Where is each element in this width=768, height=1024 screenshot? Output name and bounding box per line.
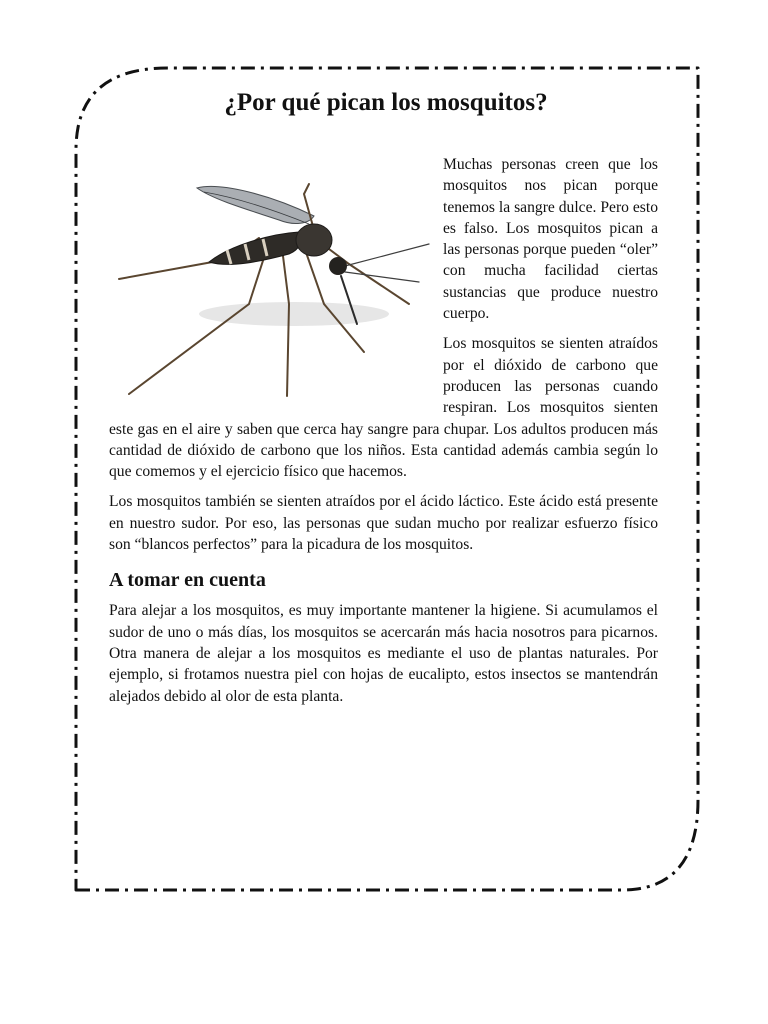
- section-paragraph: Para alejar a los mosquitos, es muy importante mantener la higiene. Si acumulamos el sudor de uno o más días, los mosquitos se acercarán más hacia nosotros para picarnos. Otra manera de alejar a los mosquitos es mediante el uso de plantas naturales. Por ejemplo, si frotamos nuestra piel con hojas de eucalipto, estos insectos se mantendrán alejados debido al olor de esta planta.: [109, 602, 658, 705]
- paragraph-2: Los mosquitos se sienten atraídos por el dióxido de carbono que producen las personas cuando respiran. Los mosquitos sienten este gas en el aire y saben que cerca hay sangre para chupar. Los adultos producen más cantidad de dióxido de carbono que los niños. Esta cantidad además cambia según lo que comemos y el ejercicio físico que hacemos.: [109, 335, 658, 481]
- mosquito-icon: [109, 154, 439, 412]
- mosquito-image: [109, 154, 439, 412]
- section-heading: A tomar en cuenta: [109, 569, 266, 592]
- paragraph-1: Muchas personas creen que los mosquitos nos pican porque tenemos la sangre dulce. Pero esto es falso. Los mosquitos pican a las personas porque pueden “oler” con mucha facilidad ciertas sustancias que produce nuestro cuerpo.: [443, 156, 658, 323]
- paragraph-3: Los mosquitos también se sienten atraídos por el ácido láctico. Este ácido está presente en nuestro sudor. Por eso, las personas que sudan mucho por realizar esfuerzo físico son “blancos perfectos” para la picadura de los mosquitos.: [109, 493, 658, 554]
- article-body: [109, 154, 658, 716]
- page-title: ¿Por qué pican los mosquitos?: [224, 89, 548, 116]
